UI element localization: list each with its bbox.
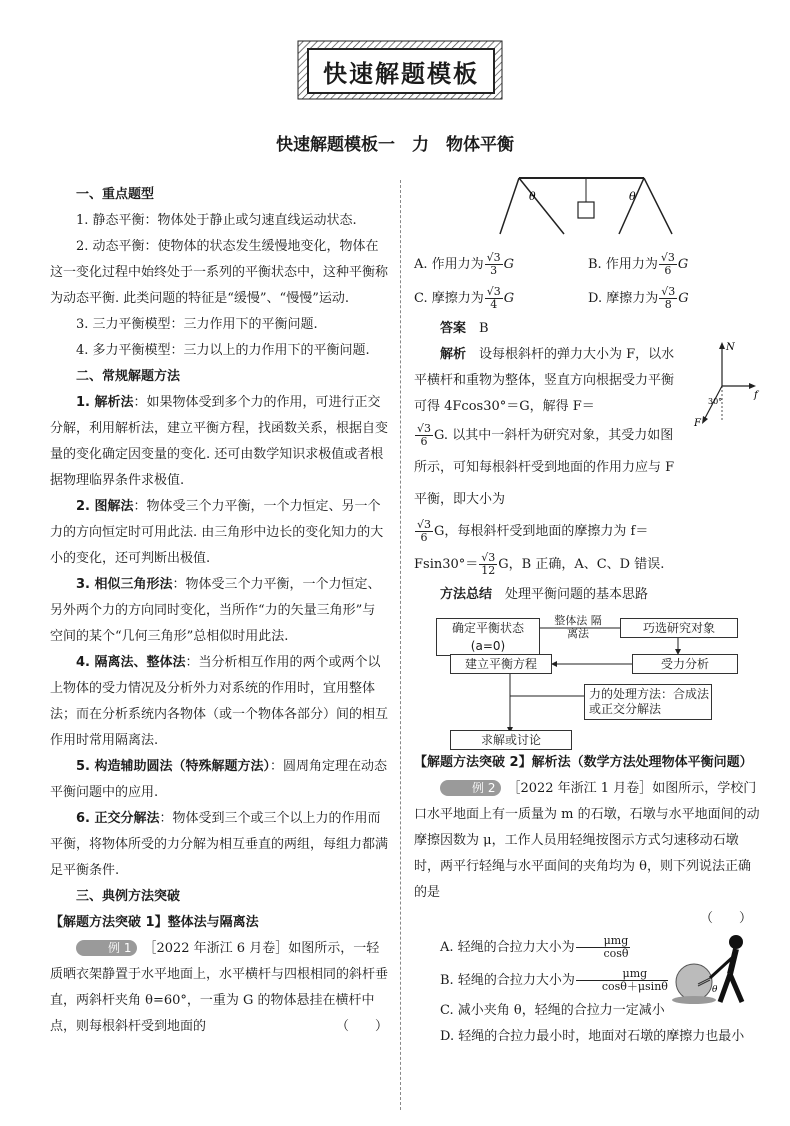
breakthrough-heading-2: 【解题方法突破 2】解析法（数学方法处理物体平衡问题） [414, 755, 753, 770]
option-c[interactable]: C. 减小夹角 θ，轻绳的合拉力一定减小 [440, 1003, 665, 1018]
force-f-label: f [754, 390, 758, 401]
options-row [414, 248, 762, 282]
paragraph: 2. 动态平衡：使物体的状态发生缓慢地变化，物体在这一变化过程中始终处于一系列的平衡状态中，这种平衡称为动态平衡. 此类问题的特征是“缓慢”、“慢慢”运动. [50, 239, 389, 306]
right-column [414, 182, 762, 1050]
method-label: 5. 构造辅助圆法（特殊解题方法） [76, 759, 271, 774]
option-d[interactable]: D. 轻绳的合拉力最小时，地面对石墩的摩擦力也最小 [440, 1029, 745, 1044]
analysis-block [414, 342, 762, 582]
method-text: ：圆周角定理在动态平衡问题中的应用. [50, 759, 388, 800]
answer-paren: （ ） [335, 1019, 388, 1034]
section-heading-1: 一、重点题型 [76, 187, 155, 202]
summary-line [414, 582, 762, 608]
method-text: ：当分析相互作用的两个或两个以上物体的受力情况及分析外力对系统的作用时，宜用整体法；而在分析系统内各物体（或一个物体各部分）间的相互作用时常用隔离法. [50, 655, 389, 748]
force-diagram [692, 338, 762, 428]
flow-box-object: 巧选研究对象 [620, 618, 738, 638]
example-1-badge: 例 1 [76, 940, 137, 956]
analysis-text: Fsin30°＝ $\frac{√3}{12}$ G，B 正确，A、C、D 错误. [414, 551, 665, 577]
method-label: 2. 图解法 [76, 499, 134, 514]
theta-label: θ [712, 985, 718, 995]
example-2-badge: 例 2 [440, 780, 501, 796]
method-label: 4. 隔离法、整体法 [76, 655, 186, 670]
flow-box-solve: 求解或讨论 [450, 730, 572, 750]
paragraph: 4. 多力平衡模型：三力以上的力作用下的平衡问题. [76, 343, 370, 358]
method-text: ：物体受三个力平衡，一个力恒定、另外两个力的方向同时变化，当所作“力的矢量三角形”与空间的某个“几何三角形”总相似时用此法. [50, 577, 381, 644]
method-paragraph [50, 572, 388, 650]
answer-paren: （ ） [699, 911, 752, 926]
flow-box-state: 确定平衡状态(a=0) [436, 618, 540, 656]
force-F-label: F [694, 418, 701, 428]
method-paragraph [50, 650, 388, 754]
method-label: 6. 正交分解法 [76, 811, 160, 826]
option-b[interactable]: B. 作用力为 $\frac{√3}{6}$ G [588, 251, 689, 277]
flow-box-equation: 建立平衡方程 [450, 654, 552, 674]
option-c[interactable]: C. 摩擦力为 $\frac{√3}{4}$ G [414, 285, 515, 311]
option-a[interactable]: A. 作用力为 $\frac{√3}{3}$ G [414, 251, 515, 277]
theta-label: θ [529, 190, 536, 203]
title-banner [297, 40, 503, 100]
flow-mid-label: 整体法 隔离法 [554, 614, 602, 640]
paragraph: 3. 三力平衡模型：三力作用下的平衡问题. [76, 317, 318, 332]
answer-value: B [479, 321, 489, 336]
page-subtitle: 快速解题模板一 力 物体平衡 [276, 135, 514, 155]
breakthrough-heading-1: 【解题方法突破 1】整体法与隔离法 [50, 915, 259, 930]
method-paragraph [50, 390, 388, 494]
method-paragraph [50, 754, 388, 806]
summary-label: 方法总结 [440, 587, 493, 602]
stone-pier-figure [672, 932, 762, 1008]
theta-label: θ [629, 190, 636, 203]
example-2 [414, 776, 762, 906]
section-heading-2: 二、常规解题方法 [76, 369, 181, 384]
paragraph: 1. 静态平衡：物体处于静止或匀速直线运动状态. [76, 213, 357, 228]
banner-title: 快速解题模板 [307, 48, 495, 94]
analysis-label: 解析 [440, 347, 467, 362]
clothes-rack-figure [414, 172, 762, 238]
left-column [50, 182, 388, 1040]
option-d[interactable]: D. 摩擦力为 $\frac{√3}{8}$ G [588, 285, 689, 311]
method-text: ：物体受到三个或三个以上力的作用而平衡，将物体所受的力分解为相互垂直的两组，每组力都满足平衡条件. [50, 811, 389, 878]
force-N-label: N [726, 342, 735, 353]
example-1 [50, 936, 388, 1040]
example-1-text: ［2022 年浙江 6 月卷］如图所示，一轻质晒衣架静置于水平地面上，水平横杆与四根相同的斜杆垂直，两斜杆夹角 θ=60°，一重为 G 的物体悬挂在横杆中点，则每根斜杆受到地面的 [50, 941, 389, 1034]
method-label: 1. 解析法 [76, 395, 134, 410]
section-heading-3: 三、典例方法突破 [76, 889, 181, 904]
example-2-text: ［2022 年浙江 1 月卷］如图所示，学校门口水平地面上有一质量为 m 的石墩，石墩与水平地面间的动摩擦因数为 μ，工作人员用轻绳按图示方式匀速移动石墩时，两平行轻绳与水平面间的夹角均为 θ，则下列说法正确的是 [414, 781, 760, 900]
method-text: ：物体受三个力平衡，一个力恒定、另一个力的方向恒定时可用此法. 由三角形中边长的变化知力的大小的变化，还可判断出极值. [50, 499, 384, 566]
flowchart [414, 608, 762, 748]
option-a[interactable]: A. 轻绳的合拉力大小为 $\frac{\text{μmg}}{\cos\theta}$ [440, 934, 629, 960]
example-2-options [414, 932, 762, 1050]
flow-box-method: 力的处理方法：合成法或正交分解法 [584, 684, 712, 720]
method-paragraph [50, 494, 388, 572]
summary-text: 处理平衡问题的基本思路 [505, 587, 649, 602]
method-paragraph [50, 806, 388, 884]
column-divider [400, 180, 401, 1110]
options-row [414, 282, 762, 316]
method-label: 3. 相似三角形法 [76, 577, 173, 592]
analysis-text: $\frac{√3}{6}$ G，每根斜杆受到地面的摩擦力为 f＝ [417, 518, 649, 544]
angle-label: 30° [708, 397, 723, 406]
method-text: ：如果物体受到多个力的作用，可进行正交分解，利用解析法，建立平衡方程，找函数关系，根据自变量的变化确定因变量的变化. 还可由数学知识求极值或者根据物理临界条件求极值. [50, 395, 389, 488]
analysis-text: $\frac{√3}{6}$ G. 以其中一斜杆为研究对象，其受力如图所示，可知每根斜杆受到地面的作用力应与 F 平衡，即大小为 [414, 422, 675, 507]
flow-box-force-analysis: 受力分析 [632, 654, 738, 674]
analysis-text: 解析 设每根斜杆的弹力大小为 F，以水平横杆和重物为整体，竖直方向根据受力平衡可得 4Fcos30°＝G，解得 F＝ [414, 347, 675, 414]
answer-label: 答案 [440, 321, 467, 336]
option-b[interactable]: B. 轻绳的合拉力大小为 $\frac{\text{μmg}}{\cos\theta+\mu\sin\theta}$ [440, 967, 668, 993]
